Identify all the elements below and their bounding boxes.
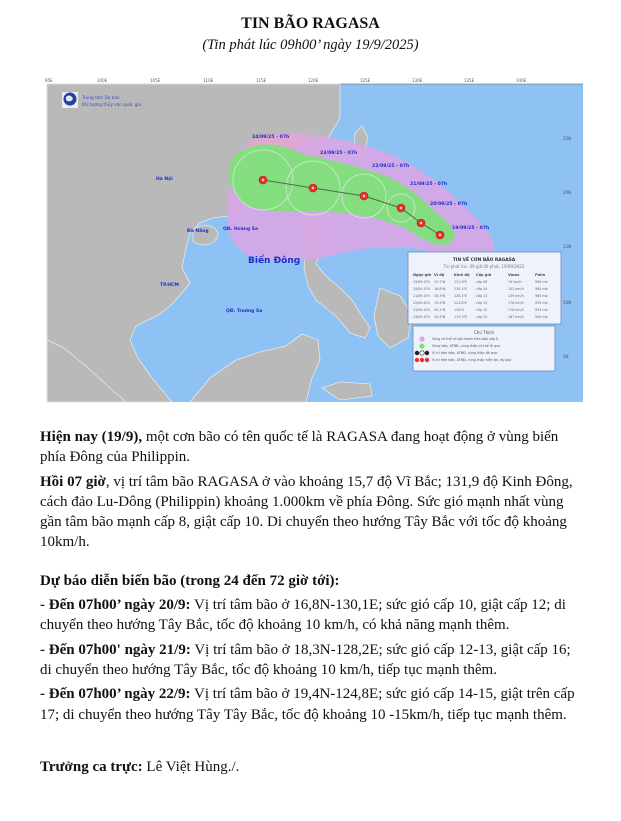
track-label: 21/09/25 - 07h [410, 182, 448, 187]
svg-text:cấp 10: cấp 10 [476, 287, 488, 291]
track-zone-swatch-icon [419, 343, 424, 348]
signature-role: Trưởng ca trực: [40, 758, 143, 775]
forecast-item-21-9 [40, 640, 585, 681]
legend-item: Vùng bão, ATNĐ, vùng thấp có thể đi qua [432, 344, 501, 348]
svg-text:23/09-07h: 23/09-07h [413, 308, 430, 312]
svg-text:935 mb: 935 mb [535, 301, 548, 305]
table-header: Pmin [535, 273, 546, 277]
lon-tick: 125E [360, 78, 371, 83]
storm-info-table [408, 252, 561, 324]
agency-logo [62, 92, 78, 108]
svg-text:cấp 15: cấp 15 [476, 308, 488, 312]
observation-text: , vị trí tâm bão RAGASA ở vào khoảng 15,7 độ Vĩ Bắc; 131,9 độ Kinh Đông, cách đảo Lu-Dông (Philippin) khoảng 1.000km về phía Đông. Sức gió mạnh nhất vùng gần tâm bão mạnh cấp 8, giật cấp 10. Di chuyển theo hướng Tây Bắc với tốc độ khoảng 10km/h. [40, 473, 573, 551]
table-header: Vmax [508, 273, 520, 277]
svg-text:980 mb: 980 mb [535, 287, 548, 291]
lat-tick: 25N [563, 136, 572, 141]
past-position-icon [415, 351, 429, 355]
observation-lead: Hồi 07 giờ [40, 473, 106, 490]
storm-track-map [40, 78, 586, 404]
svg-text:115.3ºE: 115.3ºE [454, 315, 468, 319]
forecast-text: Vị trí tâm bão ở 18,3N-128,2E; sức gió cấp 12-13, giật cấp 16; di chuyển theo hướng Tây Bắc, tốc độ khoảng 10 km/h, tiếp tục mạnh thêm. [40, 641, 571, 678]
legend-item: Vị trí tâm bão, ATNĐ, vùng thấp hiện tại, dự báo [432, 358, 512, 362]
svg-text:965 mb: 965 mb [535, 294, 548, 298]
current-status-paragraph [40, 427, 585, 468]
svg-text:176 km/h: 176 km/h [508, 308, 524, 312]
forecast-heading: Dự báo diễn biến bão (trong 24 đến 72 giờ tới): [40, 572, 340, 589]
svg-text:139 km/h: 139 km/h [508, 294, 524, 298]
svg-text:167 km/h: 167 km/h [508, 315, 524, 319]
svg-text:176 km/h: 176 km/h [508, 301, 524, 305]
bulletin-title: TIN BÃO RAGASA [241, 15, 380, 32]
lon-tick: 105E [150, 78, 161, 83]
forecast-lead: - Đến 07h00’ ngày 22/9: [40, 686, 191, 703]
wind-zone-swatch-icon [419, 336, 424, 341]
forecast-text: Vị trí tâm bão ở 16,8N-130,1E; sức gió cấp 10, giật cấp 12; di chuyển theo hướng Tây Bắc, tốc độ khoảng 10 km/h, có khả năng mạnh thêm. [40, 597, 566, 634]
svg-text:22/09-07h: 22/09-07h [413, 301, 430, 305]
lon-tick: 100E [97, 78, 108, 83]
svg-text:130.1ºE: 130.1ºE [454, 287, 468, 291]
svg-text:102 km/h: 102 km/h [508, 287, 524, 291]
lat-tick: 20N [563, 190, 572, 195]
place-hanoi: Hà Nội [156, 177, 173, 182]
agency-name-line2: Khí tượng thủy văn quốc gia [82, 102, 142, 107]
lon-tick: 140E [516, 78, 527, 83]
track-label: 19/09/25 - 07h [452, 226, 490, 231]
forecast-lead: - Đến 07h00’ ngày 20/9: [40, 597, 191, 614]
legend-title: Chú Thích [474, 330, 494, 335]
svg-text:124.8ºE: 124.8ºE [454, 301, 468, 305]
svg-text:cấp 15: cấp 15 [476, 301, 488, 305]
svg-text:19.4ºN: 19.4ºN [434, 301, 446, 305]
svg-text:21/09-07h: 21/09-07h [413, 294, 430, 298]
bulletin-body [40, 427, 585, 781]
svg-text:128.2ºE: 128.2ºE [454, 294, 468, 298]
lat-tick: 15N [563, 244, 572, 249]
sea-label: Biển Đông [248, 256, 301, 266]
info-table-issued: Tin phát lúc: 09 giờ 00 phút, 19/09/2025 [443, 264, 525, 269]
signature [40, 757, 585, 777]
svg-text:20.9ºN: 20.9ºN [434, 315, 446, 319]
track-label: 20/09/25 - 07h [430, 202, 468, 207]
current-status-text: một cơn bão có tên quốc tế là RAGASA đang hoạt động ở vùng biển phía Đông của Philippin. [40, 429, 559, 466]
svg-text:935 mb: 935 mb [535, 308, 548, 312]
svg-text:cấp 13: cấp 13 [476, 294, 488, 298]
current-forecast-position-icon [415, 358, 429, 362]
svg-text:cấp 08: cấp 08 [476, 280, 488, 284]
table-header: Ngày-giờ [413, 273, 432, 277]
svg-text:24/09-07h: 24/09-07h [413, 315, 430, 319]
lon-tick: 95E [45, 78, 53, 83]
legend-item: Vùng có thể có gió mạnh trên bão cấp 8 [432, 337, 499, 341]
place-truongsa: QĐ. Trường Sa [226, 309, 263, 314]
lon-tick: 130E [412, 78, 423, 83]
forecast-lead: - Đến 07h00' ngày 21/9: [40, 641, 191, 658]
svg-text:cấp 15: cấp 15 [476, 315, 488, 319]
forecast-item-20-9 [40, 595, 585, 636]
svg-text:18.3ºN: 18.3ºN [434, 294, 446, 298]
place-hcm: TP.HCM [160, 283, 179, 288]
svg-text:19/09-07h: 19/09-07h [413, 280, 430, 284]
legend-item: Vị trí tâm bão, ATNĐ, vùng thấp đã qua [432, 351, 497, 355]
svg-text:74 km/h: 74 km/h [508, 280, 522, 284]
info-table-title: TIN VỀ CƠN BÃO RAGASA [452, 258, 516, 263]
svg-text:990 mb: 990 mb [535, 280, 548, 284]
track-label: 24/09/25 - 07h [252, 135, 290, 140]
table-header: Kinh độ [454, 273, 470, 277]
track-label: 23/09/25 - 07h [320, 151, 358, 156]
svg-text:15.7ºN: 15.7ºN [434, 280, 446, 284]
agency-name-line1: Trung tâm Dự báo [82, 95, 120, 100]
table-header: Vĩ độ [434, 273, 445, 277]
place-danang: Đà Nẵng [187, 229, 209, 234]
svg-text:20/09-07h: 20/09-07h [413, 287, 430, 291]
current-status-lead: Hiện nay (19/9), [40, 429, 143, 445]
lon-tick: 120E [308, 78, 319, 83]
lon-tick: 135E [464, 78, 475, 83]
svg-text:120ºE: 120ºE [454, 308, 464, 312]
lon-tick: 115E [256, 78, 267, 83]
bulletin-issue-time: (Tin phát lúc 09h00’ ngày 19/9/2025) [202, 37, 419, 53]
track-label: 22/09/25 - 07h [372, 164, 410, 169]
svg-text:940 mb: 940 mb [535, 315, 548, 319]
forecast-item-22-9 [40, 684, 585, 725]
lat-tick: 5N [563, 354, 569, 359]
map-legend [413, 326, 555, 371]
lon-tick: 110E [203, 78, 214, 83]
signature-name: Lê Việt Hùng./. [142, 758, 240, 775]
place-hoangsa: QĐ. Hoàng Sa [223, 227, 259, 232]
svg-text:16.8ºN: 16.8ºN [434, 287, 446, 291]
lat-tick: 10N [563, 300, 572, 305]
svg-text:20.1ºN: 20.1ºN [434, 308, 446, 312]
forecast-text: Vị trí tâm bão ở 19,4N-124,8E; sức gió cấp 14-15, giật trên cấp 17; di chuyển theo hướng Tây Tây Bắc, tốc độ khoảng 10 -15km/h, tiếp tục mạnh thêm. [40, 686, 575, 723]
table-header: Cấp gió [476, 273, 492, 277]
svg-text:131.9ºE: 131.9ºE [454, 280, 468, 284]
observation-paragraph [40, 472, 585, 553]
